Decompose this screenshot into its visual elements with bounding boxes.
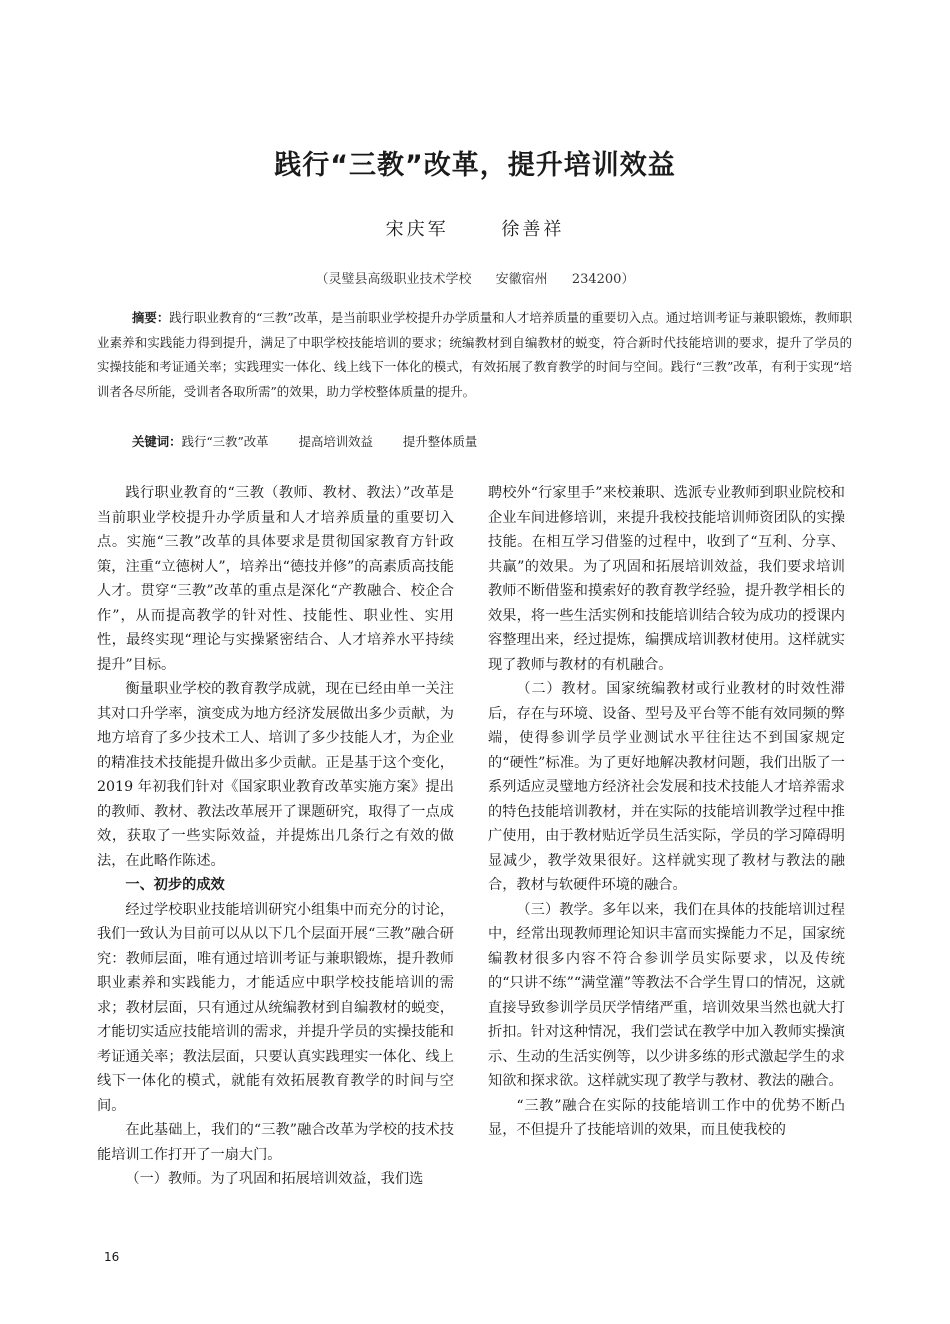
body-paragraph: 聘校外“行家里手”来校兼职、选派专业教师到职业院校和企业车间进修培训，来提升我校技能培训师资团队的实操技能。在相互学习借鉴的过程中，收到了“互利、分享、共赢”的效果。为了巩固和拓展培训效益，我们要求培训教师不断借鉴和摸索好的教育教学经验，提升教学相长的效果，将一些生活实例和技能培训结合较为成功的授课内容整理出来，经过提炼，编撰成培训教材使用。这样就实现了教师与教材的有机融合。: [488, 485, 845, 673]
page-number: 16: [104, 1250, 120, 1264]
body-paragraph: （三）教学。多年以来，我们在具体的技能培训过程中，经常出现教师理论知识丰富而实操能力不足，国家统编教材很多内容不符合参训学员实际要求，以及传统的“只讲不练”“满堂灌”等教法不合学生胃口的情况，这就直接导致参训学员厌学情绪严重，培训效果当然也就大打折扣。针对这种情况，我们尝试在教学中加入教师实操演示、生动的生活实例等，以少讲多练的形式激起学生的求知欲和探求欲。这样就实现了教学与教材、教法的融合。: [488, 901, 845, 1089]
author-list: [0, 215, 950, 241]
keywords-label: 关键词：: [132, 434, 182, 449]
body-paragraph: （一）教师。为了巩固和拓展培训效益，我们选: [125, 1171, 424, 1187]
keyword: 提升整体质量: [402, 434, 478, 449]
body-column-right: [488, 481, 845, 1143]
body-paragraph: （二）教材。国家统编教材或行业教材的时效性滞后，存在与环境、设备、型号及平台等不能有效同频的弊端，使得参训学员学业测试水平往往达不到国家规定的“硬性”标准。为了更好地解决教材问题，我们出版了一系列适应灵璧地方经济社会发展和技术技能人才培养需求的特色技能培训教材，并在实际的技能培训教学过程中推广使用，由于教材贴近学员生活实际，学员的学习障碍明显减少，教学效果很好。这样就实现了教材与教法的融合，教材与软硬件环境的融合。: [488, 681, 845, 893]
keywords: [132, 430, 832, 454]
author-name: 徐善祥: [501, 219, 565, 240]
body-paragraph: 践行职业教育的“三教（教师、教材、教法）”改革是当前职业学校提升办学质量和人才培养质量的重要切入点。实施“三教”改革的具体要求是贯彻国家教育方针政策，注重“立德树人”，培养出“德技并修”的高素质高技能人才。贯穿“三教”改革的重点是深化“产教融合、校企合作”，从而提高教学的针对性、技能性、职业性、实用性，最终实现“理论与实操紧密结合、人才培养水平持续提升”目标。: [97, 485, 454, 673]
keyword: 提高培训效益: [298, 434, 373, 449]
article-title: 践行“三教”改革，提升培训效益: [274, 150, 676, 181]
body-column-left: [97, 481, 454, 1192]
abstract-text: 践行职业教育的“三教”改革，是当前职业学校提升办学质量和人才培养质量的重要切入点。通过培训考证与兼职锻炼，教师职业素养和实践能力得到提升，满足了中职学校技能培训的要求；统编教材到自编教材的蜕变，符合新时代技能培训的要求，提升了学员的实操技能和考证通关率；实践理实一体化、线上线下一体化的模式，有效拓展了教育教学的时间与空间。践行“三教”改革，有利于实现“培训者各尽所能，受训者各取所需”的效果，助力学校整体质量的提升。: [97, 310, 853, 399]
abstract-label: 摘要：: [132, 310, 170, 325]
affiliation-postcode: 234200）: [571, 272, 635, 287]
body-paragraph: 经过学校职业技能培训研究小组集中而充分的讨论，我们一致认为目前可以从以下几个层面开展“三教”融合研究：教师层面，唯有通过培训考证与兼职锻炼，提升教师职业素养和实践能力，才能适应中职学校技能培训的需求；教材层面，只有通过从统编教材到自编教材的蜕变，才能切实适应技能培训的需求，并提升学员的实操技能和考证通关率；教法层面，只要认真实践理实一体化、线上线下一体化的模式，就能有效拓展教育教学的时间与空间。: [97, 901, 454, 1114]
author-name: 宋庆军: [385, 219, 449, 240]
section-heading: 一、初步的成效: [125, 877, 225, 893]
keyword: 践行“三教”改革: [181, 434, 269, 449]
affiliation: [0, 268, 950, 287]
affiliation-school: （灵璧县高级职业技术学校: [315, 272, 472, 287]
affiliation-location: 安徽宿州: [495, 272, 548, 287]
body-paragraph: 衡量职业学校的教育教学成就，现在已经由单一关注其对口升学率，演变成为地方经济发展做出多少贡献，为地方培育了多少技术工人、培训了多少技能人才，为企业的精准技术技能提升做出多少贡献。正是基于这个变化，2019 年初我们针对《国家职业教育改革实施方案》提出的教师、教材、教法改革展开了课题研究，取得了一点成效，获取了一些实际效益，并提炼出几条行之有效的做法，在此略作陈述。: [97, 681, 454, 869]
body-paragraph: “三教”融合在实际的技能培训工作中的优势不断凸显，不但提升了技能培训的效果，而且使我校的: [488, 1097, 845, 1138]
body-paragraph: 在此基础上，我们的“三教”融合改革为学校的技术技能培训工作打开了一扇大门。: [97, 1122, 454, 1163]
abstract: [97, 306, 852, 404]
